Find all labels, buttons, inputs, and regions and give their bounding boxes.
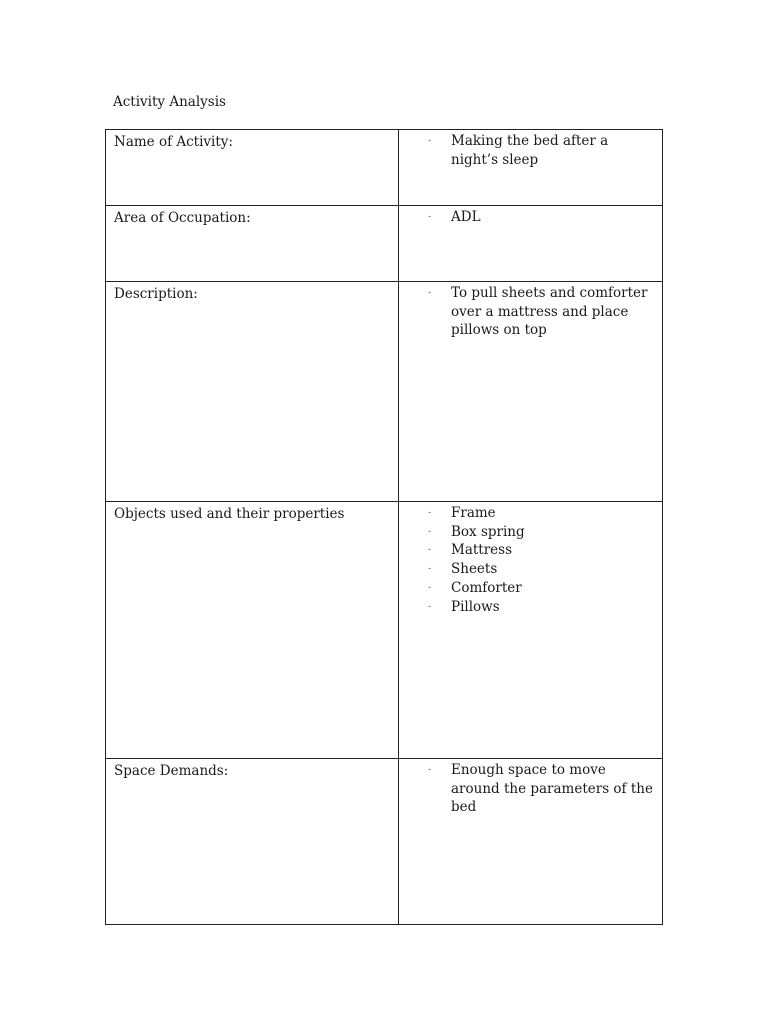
description-label: Description:: [106, 282, 399, 502]
table-row-name-of-activity: [106, 130, 663, 206]
list-item-text: Enough space to move around the parameters of the bed: [451, 762, 653, 816]
list-item: [399, 208, 656, 227]
name-of-activity-list: [399, 132, 656, 169]
space-demands-list: [399, 761, 656, 817]
bullet-icon: -: [428, 582, 432, 593]
list-item: [399, 560, 656, 579]
space-demands-label: Space Demands:: [106, 759, 399, 925]
name-of-activity-label: Name of Activity:: [106, 130, 399, 206]
list-item: [399, 504, 656, 523]
list-item-text: Sheets: [451, 561, 498, 578]
activity-analysis-table: [105, 129, 663, 925]
bullet-icon: -: [428, 508, 432, 518]
bullet-icon: -: [428, 288, 432, 298]
list-item: [399, 541, 656, 560]
list-item: [399, 523, 656, 542]
area-of-occupation-list: [399, 208, 656, 227]
table-row-objects-used: [106, 502, 663, 759]
list-item-text: Box spring: [451, 523, 525, 540]
table-row-area-of-occupation: [106, 206, 663, 282]
bullet-icon: -: [428, 601, 432, 612]
description-list: [399, 284, 656, 340]
space-demands-value: [399, 759, 663, 925]
bullet-icon: -: [428, 136, 432, 146]
list-item-text: To pull sheets and comforter over a mattress and place pillows on top: [451, 285, 648, 339]
name-of-activity-value: [399, 130, 663, 206]
bullet-icon: -: [428, 564, 432, 575]
area-of-occupation-value: [399, 206, 663, 282]
list-item: [399, 598, 656, 617]
list-item-text: ADL: [451, 209, 481, 225]
bullet-icon: -: [428, 526, 432, 537]
list-item-text: Making the bed after a night’s sleep: [451, 133, 609, 168]
bullet-icon: -: [428, 765, 432, 775]
page-title: Activity Analysis: [113, 94, 226, 110]
objects-used-list: [399, 504, 656, 616]
area-of-occupation-label: Area of Occupation:: [106, 206, 399, 282]
description-value: [399, 282, 663, 502]
bullet-icon: -: [428, 545, 432, 556]
list-item-text: Comforter: [451, 579, 522, 596]
bullet-icon: -: [428, 212, 432, 222]
list-item: [399, 761, 656, 817]
objects-used-value: [399, 502, 663, 759]
list-item-text: Pillows: [451, 598, 500, 615]
list-item: [399, 284, 656, 340]
list-item: [399, 579, 656, 598]
list-item-text: Frame: [451, 505, 496, 521]
objects-used-label: Objects used and their properties: [106, 502, 399, 759]
list-item-text: Mattress: [451, 542, 513, 559]
list-item: [399, 132, 656, 169]
table-row-description: [106, 282, 663, 502]
table-row-space-demands: [106, 759, 663, 925]
